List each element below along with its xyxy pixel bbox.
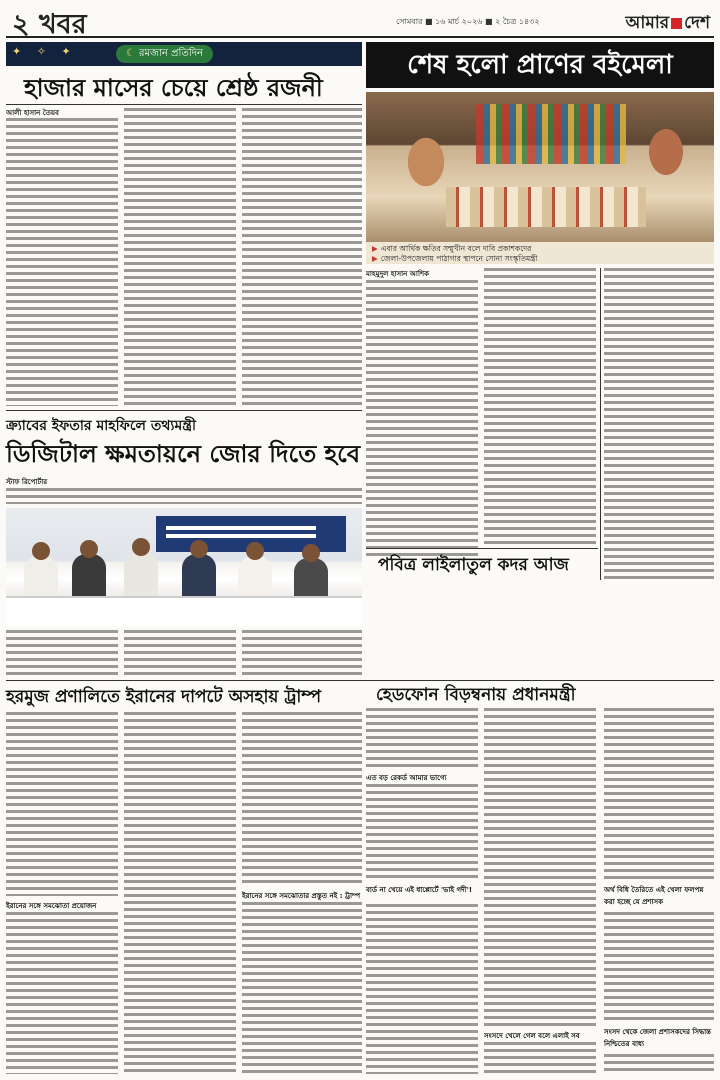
hormuz-headline: হরমুজ প্রণালিতে ইরানের দাপটে অসহায় ট্রাম্প [6, 687, 322, 707]
divider [366, 548, 598, 549]
bookshelf [476, 104, 626, 164]
right-column-lower-b [604, 912, 714, 1022]
crescent-moon-icon: ☾ [126, 48, 135, 59]
night-column-3 [242, 108, 362, 406]
triangle-bullet-icon: ▶ [372, 254, 378, 263]
caption-1-text: এবার আর্থিক ক্ষতির সম্মুখীন বলে দাবি প্রকাশকদের [380, 244, 532, 253]
book-table [446, 187, 646, 227]
ramadan-label-text: রমজান প্রতিদিন [138, 48, 203, 59]
pm-column-2b [484, 1042, 596, 1074]
digital-column-3 [242, 630, 362, 676]
hormuz-column-3 [242, 712, 362, 886]
pm-subhead-3: সংসদে খেলে গেল বলে এলাই সব [484, 1032, 580, 1040]
book-fair-photo [366, 92, 714, 242]
book-fair-headline: শেষ হলো প্রাণের বইমেলা [366, 42, 714, 88]
divider [6, 410, 362, 411]
ramadan-banner [6, 42, 362, 66]
night-headline: হাজার মাসের চেয়ে শ্রেষ্ঠ রজনী [24, 73, 323, 102]
laylatul-headline: পবিত্র লাইলাতুল কদর আজ [378, 555, 569, 575]
pm-subhead-1: এত বড় রেকর্ড আমার ভাগ্যে [366, 774, 447, 782]
hormuz-column-1 [6, 712, 118, 896]
page-number-label: ২ খবর [12, 9, 87, 40]
hormuz-column-3b [242, 902, 362, 1074]
right-subhead-1: অর্থ বিধি তৈরিতে এই খেলা ফলপন্ন করা হচ্ছে যে প্রশাসক [604, 886, 704, 906]
hormuz-subhead-1: ইরানের সঙ্গে সমঝোতা প্রয়োজন [6, 902, 97, 910]
press-conference-photo [6, 508, 362, 626]
column-rule [600, 268, 601, 580]
right-column [604, 268, 714, 580]
logo-word-left: আমার [625, 13, 670, 33]
night-byline: আলী হাসান তৈয়ব [6, 109, 59, 117]
night-column-1 [6, 118, 118, 406]
newspaper-logo [626, 10, 710, 38]
divider [6, 104, 362, 105]
desk [6, 596, 362, 626]
digital-lead-text [6, 488, 362, 504]
hormuz-column-1b [6, 912, 118, 1074]
pm-column-1b [366, 784, 478, 880]
digital-column-1 [6, 630, 118, 676]
pm-column-1c [366, 904, 478, 1074]
logo-red-square-icon [671, 18, 682, 29]
pm-column-1a [366, 708, 478, 768]
pm-column-2 [484, 708, 596, 1026]
pm-headline: হেডফোন বিড়ম্বনায় প্রধানমন্ত্রী [376, 685, 576, 705]
date-line: সোমবার ■ ১৬ মার্চ ২০২৬ ■ ২ চৈত্র ১৪৩২ [396, 17, 540, 26]
hormuz-column-2 [124, 712, 236, 1074]
right-subhead-2: সংসদ থেকে জেলা প্রশাসকদের সিদ্ধান্ত নিশ্চিতের বাধ্য [604, 1028, 711, 1048]
hormuz-subhead-2: ইরানের সঙ্গে সমঝোতার প্রস্তুত নই : ট্রাম্প [242, 892, 361, 900]
caption-2-text: জেলা-উপজেলায় পাঠাগার স্থাপনে সোনা সংস্কৃতিমন্ত্রী [380, 254, 538, 263]
stars-decoration-icon: ✦ ✧ ✦ [12, 45, 77, 58]
digital-byline: স্টাফ রিপোর্টার [6, 478, 48, 486]
night-column-2 [124, 108, 236, 406]
pm-subhead-2: বার্ড না খেয়ে এই ধাপ্পোর্টে 'ভাই গদী'! [366, 886, 473, 894]
digital-kicker: ক্র্যাবের ইফতার মাহফিলে তথ্যমন্ত্রী [6, 418, 196, 434]
book-fair-column-1 [366, 280, 478, 556]
book-fair-column-2 [484, 268, 596, 544]
logo-word-right: দেশ [684, 13, 710, 33]
right-column-lower [604, 708, 714, 880]
right-column-lower-c [604, 1054, 714, 1074]
photo-caption-2 [372, 254, 537, 266]
masthead [6, 4, 714, 38]
digital-headline: ডিজিটাল ক্ষমতায়নে জোর দিতে হবে [6, 439, 361, 468]
book-fair-byline: মাহমুদুল হাসান আশিক [366, 270, 429, 278]
digital-column-2 [124, 630, 236, 676]
ramadan-section-label [116, 45, 213, 63]
triangle-bullet-icon: ▶ [372, 244, 378, 253]
divider [6, 680, 714, 681]
